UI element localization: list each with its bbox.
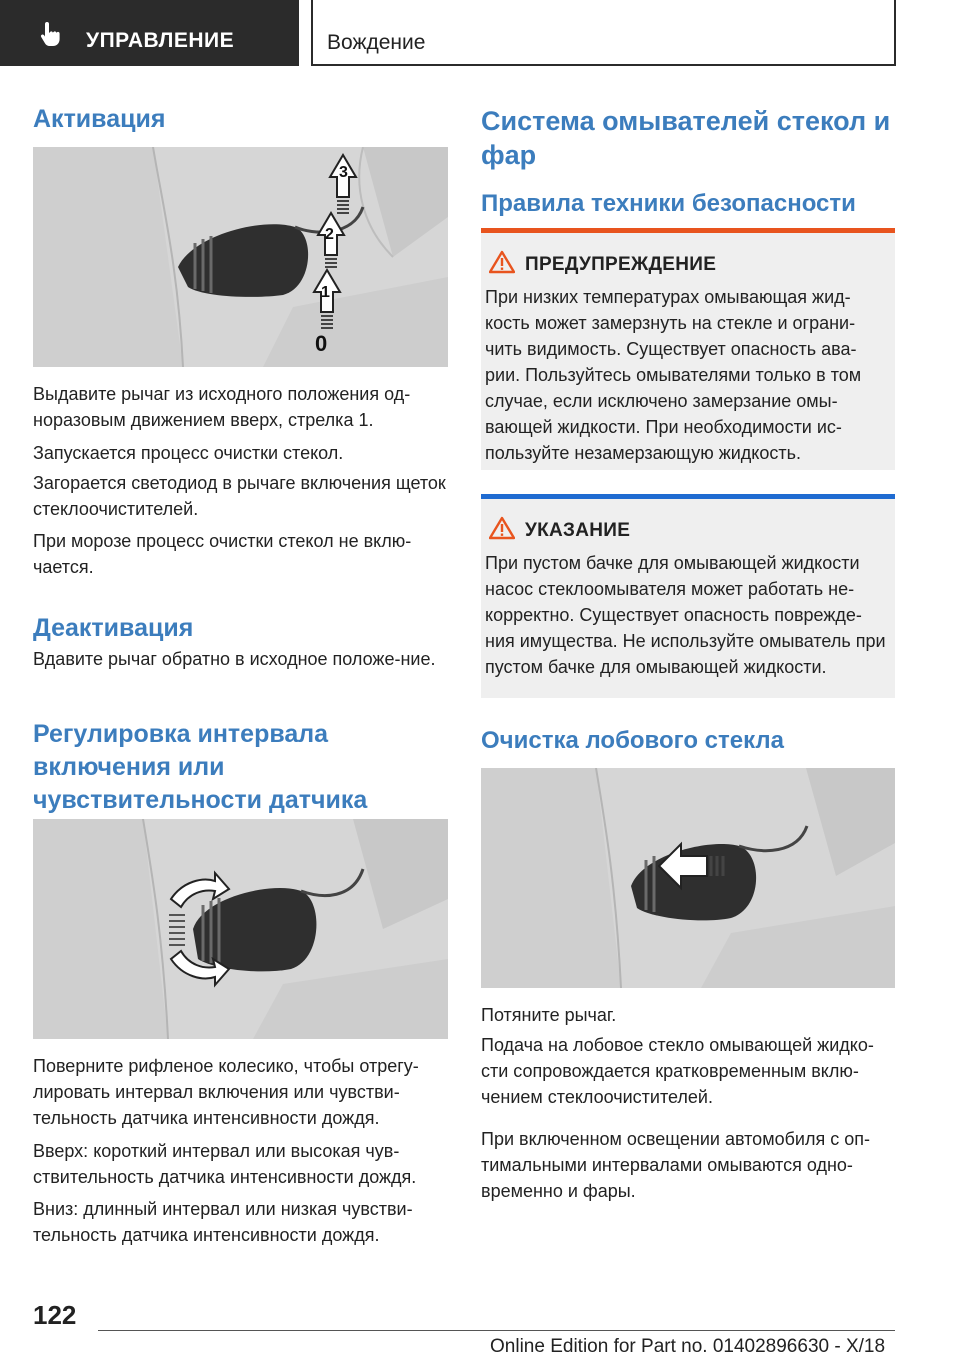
- warning-triangle-icon: [489, 250, 515, 274]
- warning-box: [481, 228, 895, 470]
- notice-box: [481, 494, 895, 698]
- notice-title: УКАЗАНИЕ: [525, 520, 631, 541]
- windshield-cleaning-heading: Очистка лобового стекла: [481, 727, 785, 754]
- notice-bar: [481, 494, 895, 499]
- windshield-paragraph-3: При включенном освещении автомобиля с оп-тимальными интервалами омываются одно-временно и фары.: [481, 1129, 870, 1201]
- hand-pointer-icon: [38, 20, 64, 48]
- interval-paragraph-1: Поверните рифленое колесико, чтобы отрегу-лировать интервал включения или чувстви-тельность датчика интенсивности дождя.: [33, 1056, 419, 1128]
- deactivation-paragraph: Вдавите рычаг обратно в исходное положе-ние.: [33, 649, 436, 669]
- warning-title: ПРЕДУПРЕЖДЕНИЕ: [525, 254, 717, 275]
- warning-triangle-icon: [489, 516, 515, 540]
- activation-heading: Активация: [33, 105, 166, 133]
- activation-paragraph-2: Запускается процесс очистки стекол.: [33, 443, 344, 463]
- arrow-label-2: 2: [325, 226, 334, 243]
- warning-text: При низких температурах омывающая жид-кость может замерзнуть на стекле и ограни-чить видимость. Существует опасность ава-рии. Пользуйтесь омывателями только в том случае, если исключено замерзание омы-вающей жидкости. При необходимости ис-пользуйте незамерзающую жидкость.: [485, 287, 862, 463]
- arrow-label-1: 1: [321, 284, 330, 301]
- windshield-paragraph-2: Подача на лобовое стекло омывающей жидко-сти сопровождается кратковременным вклю-чением стеклоочистителей.: [481, 1035, 874, 1107]
- section-title: Вождение: [327, 31, 426, 54]
- activation-paragraph-3: Загорается светодиод в рычаге включения щеток стеклоочистителей.: [33, 473, 446, 519]
- interval-heading: Регулировка интервала включения или чувствительности датчика: [33, 720, 368, 814]
- activation-paragraph-1: Выдавите рычаг из исходного положения од-норазовым движением вверх, стрелка 1.: [33, 384, 411, 430]
- wiper-lever-up-illustration: [33, 147, 448, 367]
- safety-rules-heading: Правила техники безопасности: [481, 190, 856, 217]
- edition-footer: Online Edition for Part no. 01402896630 - X/18: [490, 1336, 886, 1357]
- arrow-label-3: 3: [339, 164, 348, 181]
- lever-pull-illustration: [481, 768, 895, 988]
- section-header: [311, 0, 896, 66]
- knurled-wheel-illustration: [33, 819, 448, 1039]
- warning-bar: [481, 228, 895, 233]
- deactivation-heading: Деактивация: [33, 614, 194, 642]
- position-label-0: 0: [315, 331, 328, 356]
- interval-paragraph-2: Вверх: короткий интервал или высокая чув-ствительность датчика интенсивности дождя.: [33, 1141, 417, 1187]
- windshield-paragraph-1: Потяните рычаг.: [481, 1005, 617, 1025]
- page-number: 122: [33, 1300, 77, 1330]
- footer-divider: [98, 1330, 895, 1331]
- washer-system-heading: Система омывателей стекол и фар: [481, 106, 891, 170]
- chapter-title: УПРАВЛЕНИЕ: [86, 29, 235, 52]
- notice-text: При пустом бачке для омывающей жидкости насос стеклоомывателя может работать не-корректно. Существует опасность поврежде-ния имущества. Не используйте омыватель при пустом бачке для омывающей жидкости.: [485, 553, 886, 677]
- interval-paragraph-3: Вниз: длинный интервал или низкая чувстви-тельность датчика интенсивности дождя.: [33, 1199, 413, 1245]
- activation-paragraph-4: При морозе процесс очистки стекол не вклю-чается.: [33, 531, 412, 577]
- chapter-tab[interactable]: [0, 0, 299, 66]
